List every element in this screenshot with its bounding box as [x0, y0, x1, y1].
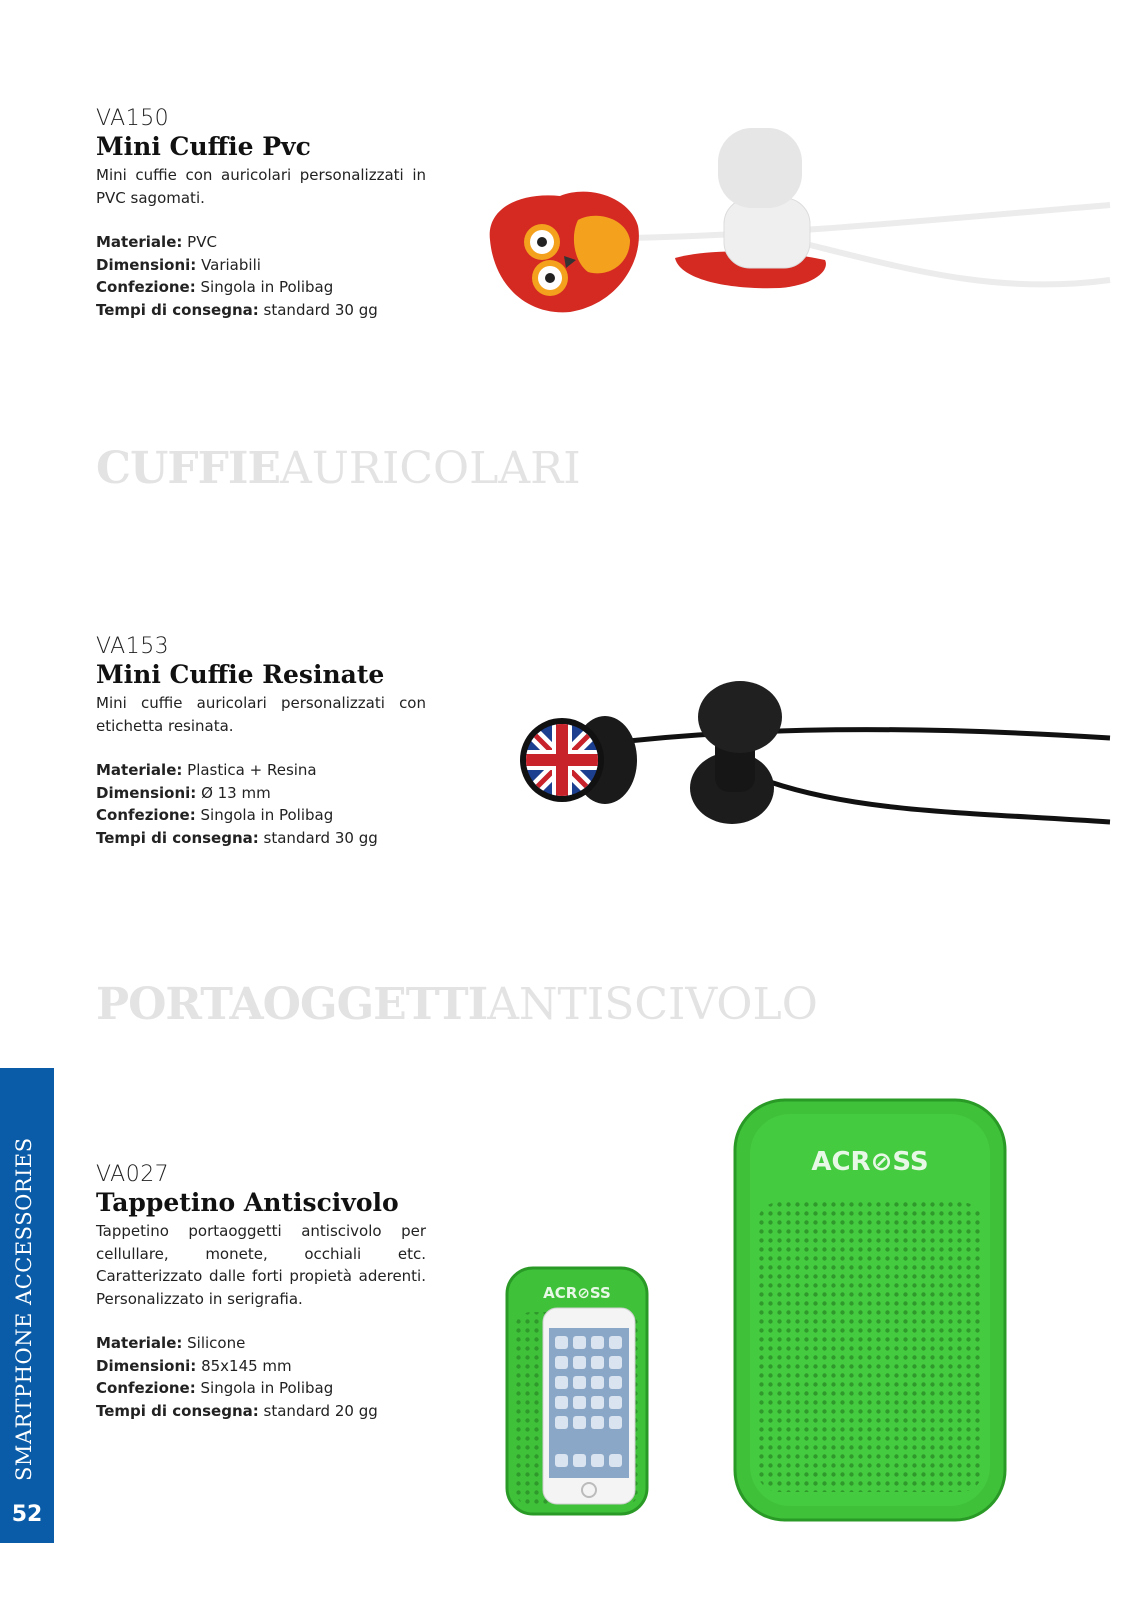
- spec-label: Tempi di consegna:: [96, 300, 259, 319]
- union-jack-earbuds-photo-icon: [510, 672, 1120, 842]
- side-tab: [0, 1068, 54, 1543]
- spec-value: Silicone: [187, 1334, 246, 1352]
- spec-label: Tempi di consegna:: [96, 1401, 259, 1420]
- spec-value: Variabili: [201, 255, 261, 274]
- page-number: 52: [11, 1502, 43, 1527]
- spec-value: Ø 13 mm: [201, 783, 271, 802]
- mat-logo: ACR⊘SS: [811, 1147, 929, 1177]
- product-va153: [96, 634, 426, 849]
- product-code: VA027: [96, 1162, 170, 1187]
- spec-value: standard 30 gg: [263, 828, 378, 847]
- owl-earbud-photo-icon: [480, 120, 1120, 330]
- spec-value: Singola in Polibag: [200, 1379, 334, 1397]
- section-heading-strong: CUFFIE: [96, 443, 280, 494]
- spec-dimensioni: [96, 782, 426, 805]
- product-va150: [96, 106, 426, 321]
- section-heading-portaoggetti-antiscivolo: [96, 980, 818, 1030]
- product-description: Mini cuffie con auricolari personalizzati in PVC sagomati.: [96, 166, 426, 207]
- product-code: VA150: [96, 106, 170, 131]
- spec-label: Dimensioni:: [96, 1356, 197, 1375]
- spec-confezione: [96, 1377, 426, 1400]
- spec-value: Singola in Polibag: [200, 278, 334, 296]
- spec-label: Materiale:: [96, 233, 183, 251]
- spec-value: standard 30 gg: [263, 300, 378, 319]
- spec-materiale: [96, 1332, 426, 1355]
- spec-dimensioni: [96, 254, 426, 277]
- spec-label: Tempi di consegna:: [96, 828, 259, 847]
- product-description: Mini cuffie auricolari personalizzati con etichetta resinata.: [96, 694, 426, 735]
- spec-label: Materiale:: [96, 761, 183, 779]
- spec-value: Plastica + Resina: [187, 761, 317, 779]
- spec-dimensioni: [96, 1355, 426, 1378]
- section-heading-strong: PORTAOGGETTI: [96, 979, 488, 1030]
- section-heading-cuffie-auricolari: [96, 444, 581, 494]
- mat-logo: ACR⊘SS: [543, 1284, 611, 1302]
- spec-label: Confezione:: [96, 806, 196, 824]
- spec-label: Confezione:: [96, 278, 196, 296]
- product-description: Tappetino portaoggetti antiscivolo per cellullare, monete, occhiali etc. Caratterizzato dalle forti propietà aderenti. Personalizzato in serigrafia.: [96, 1222, 426, 1308]
- product-title: Mini Cuffie Resinate: [96, 660, 385, 689]
- side-tab-label: SMARTPHONE ACCESSORIES: [12, 1137, 36, 1481]
- spec-label: Confezione:: [96, 1379, 196, 1397]
- product-title: Tappetino Antiscivolo: [96, 1188, 399, 1217]
- spec-tempi: [96, 827, 426, 850]
- product-va027: [96, 1162, 426, 1422]
- spec-label: Materiale:: [96, 1334, 183, 1352]
- spec-label: Dimensioni:: [96, 783, 197, 802]
- spec-value: PVC: [187, 233, 217, 251]
- anti-slip-mat-photo-icon: [505, 1092, 1025, 1532]
- spec-materiale: [96, 231, 426, 254]
- spec-label: Dimensioni:: [96, 255, 197, 274]
- spec-tempi: [96, 1400, 426, 1423]
- spec-materiale: [96, 759, 426, 782]
- section-heading-light: AURICOLARI: [280, 443, 581, 494]
- spec-tempi: [96, 299, 426, 322]
- product-specs: [96, 759, 426, 849]
- product-specs: [96, 1332, 426, 1422]
- product-specs: [96, 231, 426, 321]
- spec-confezione: [96, 276, 426, 299]
- section-heading-light: ANTISCIVOLO: [487, 979, 818, 1030]
- spec-confezione: [96, 804, 426, 827]
- spec-value: Singola in Polibag: [200, 806, 334, 824]
- product-code: VA153: [96, 634, 170, 659]
- product-title: Mini Cuffie Pvc: [96, 132, 311, 161]
- spec-value: standard 20 gg: [263, 1401, 378, 1420]
- spec-value: 85x145 mm: [201, 1356, 292, 1375]
